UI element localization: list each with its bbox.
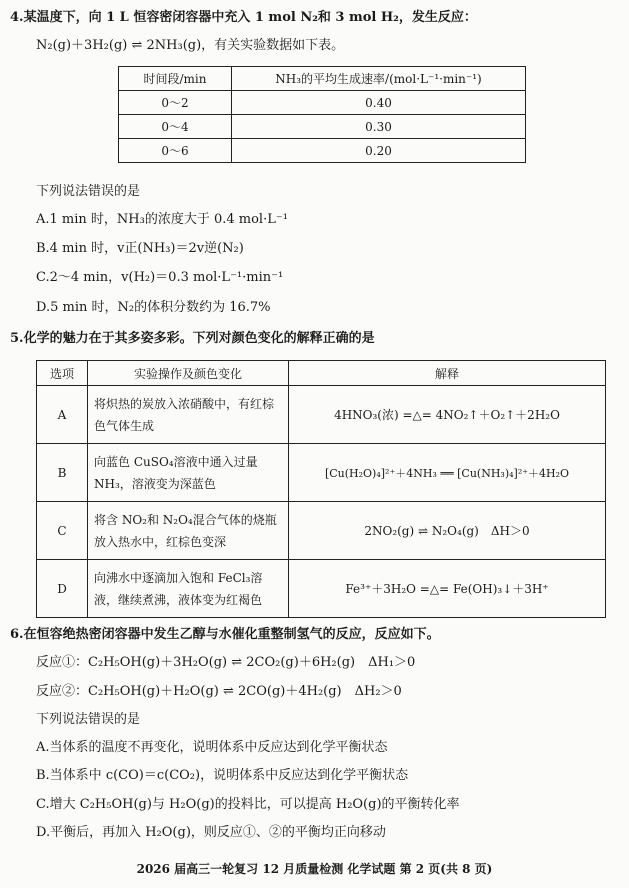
table-row (37, 560, 606, 618)
q5-option-label: D (37, 560, 88, 618)
q5-header-operation: 实验操作及颜色变化 (88, 361, 289, 386)
q4-cell: 0～6 (119, 139, 232, 163)
q5-operation: 向沸水中逐滴加入饱和 FeCl₃溶液，继续煮沸，液体变为红褐色 (88, 560, 289, 618)
q4-reaction: N₂(g)＋3H₂(g) ⇌ 2NH₃(g)，有关实验数据如下表。 (36, 38, 345, 53)
q6-option-c: C.增大 C₂H₅OH(g)与 H₂O(g)的投料比，可以提高 H₂O(g)的平衡转化率 (36, 797, 460, 812)
q5-operation: 向蓝色 CuSO₄溶液中通入过量 NH₃，溶液变为深蓝色 (88, 444, 289, 502)
q4-prompt: 下列说法错误的是 (36, 184, 141, 199)
q4-option-a: A.1 min 时，NH₃的浓度大于 0.4 mol·L⁻¹ (36, 212, 288, 227)
q4-cell: 0.40 (232, 91, 526, 115)
q6-option-b: B.当体系中 c(CO)＝c(CO₂)，说明体系中反应达到化学平衡状态 (36, 768, 409, 783)
q4-header-rate: NH₃的平均生成速率/(mol·L⁻¹·min⁻¹) (232, 67, 526, 91)
q4-option-d: D.5 min 时，N₂的体积分数约为 16.7% (36, 300, 271, 315)
q5-header-explanation: 解释 (289, 361, 606, 386)
table-row (37, 386, 606, 444)
q5-operation: 将炽热的炭放入浓硝酸中，有红棕色气体生成 (88, 386, 289, 444)
q5-option-label: B (37, 444, 88, 502)
q5-option-label: C (37, 502, 88, 560)
page-footer: 2026 届高三一轮复习 12 月质量检测 化学试题 第 2 页(共 8 页) (136, 862, 493, 876)
q5-explanation: Fe³⁺＋3H₂O =△= Fe(OH)₃↓＋3H⁺ (289, 560, 606, 618)
q4-cell: 0～4 (119, 115, 232, 139)
table-row (119, 115, 526, 139)
q4-cell: 0～2 (119, 91, 232, 115)
table-row (119, 139, 526, 163)
q4-table (118, 66, 526, 163)
q4-option-b: B.4 min 时，v正(NH₃)＝2v逆(N₂) (36, 241, 244, 256)
q5-stem: 5.化学的魅力在于其多姿多彩。下列对颜色变化的解释正确的是 (10, 331, 375, 346)
table-row (119, 91, 526, 115)
q4-header-time: 时间段/min (119, 67, 232, 91)
table-row (37, 502, 606, 560)
q6-reaction-1: 反应①：C₂H₅OH(g)＋3H₂O(g) ⇌ 2CO₂(g)＋6H₂(g) ΔH₁＞0 (36, 655, 416, 670)
q6-option-a: A.当体系的温度不再变化，说明体系中反应达到化学平衡状态 (36, 740, 388, 755)
q5-table-header (37, 361, 606, 386)
q5-explanation: 4HNO₃(浓) =△= 4NO₂↑＋O₂↑＋2H₂O (289, 386, 606, 444)
q5-option-label: A (37, 386, 88, 444)
q6-reaction-2: 反应②：C₂H₅OH(g)＋H₂O(g) ⇌ 2CO(g)＋4H₂(g) ΔH₂＞0 (36, 684, 402, 699)
q6-option-d: D.平衡后，再加入 H₂O(g)，则反应①、②的平衡均正向移动 (36, 825, 386, 840)
q5-header-option: 选项 (37, 361, 88, 386)
q5-explanation: [Cu(H₂O)₄]²⁺＋4NH₃ ══ [Cu(NH₃)₄]²⁺＋4H₂O (289, 444, 606, 502)
q6-prompt: 下列说法错误的是 (36, 712, 141, 727)
q4-option-c: C.2～4 min，v(H₂)＝0.3 mol·L⁻¹·min⁻¹ (36, 270, 284, 285)
q4-cell: 0.20 (232, 139, 526, 163)
q6-stem: 6.在恒容绝热密闭容器中发生乙醇与水催化重整制氢气的反应，反应如下。 (10, 627, 440, 642)
q4-stem: 4.某温度下，向 1 L 恒容密闭容器中充入 1 mol N₂和 3 mol H₂，发生反应： (10, 10, 477, 25)
q5-explanation: 2NO₂(g) ⇌ N₂O₄(g) ΔH＞0 (289, 502, 606, 560)
q5-table (36, 360, 606, 618)
q4-table-header (119, 67, 526, 91)
q4-cell: 0.30 (232, 115, 526, 139)
table-row (37, 444, 606, 502)
q5-operation: 将含 NO₂和 N₂O₄混合气体的烧瓶放入热水中，红棕色变深 (88, 502, 289, 560)
